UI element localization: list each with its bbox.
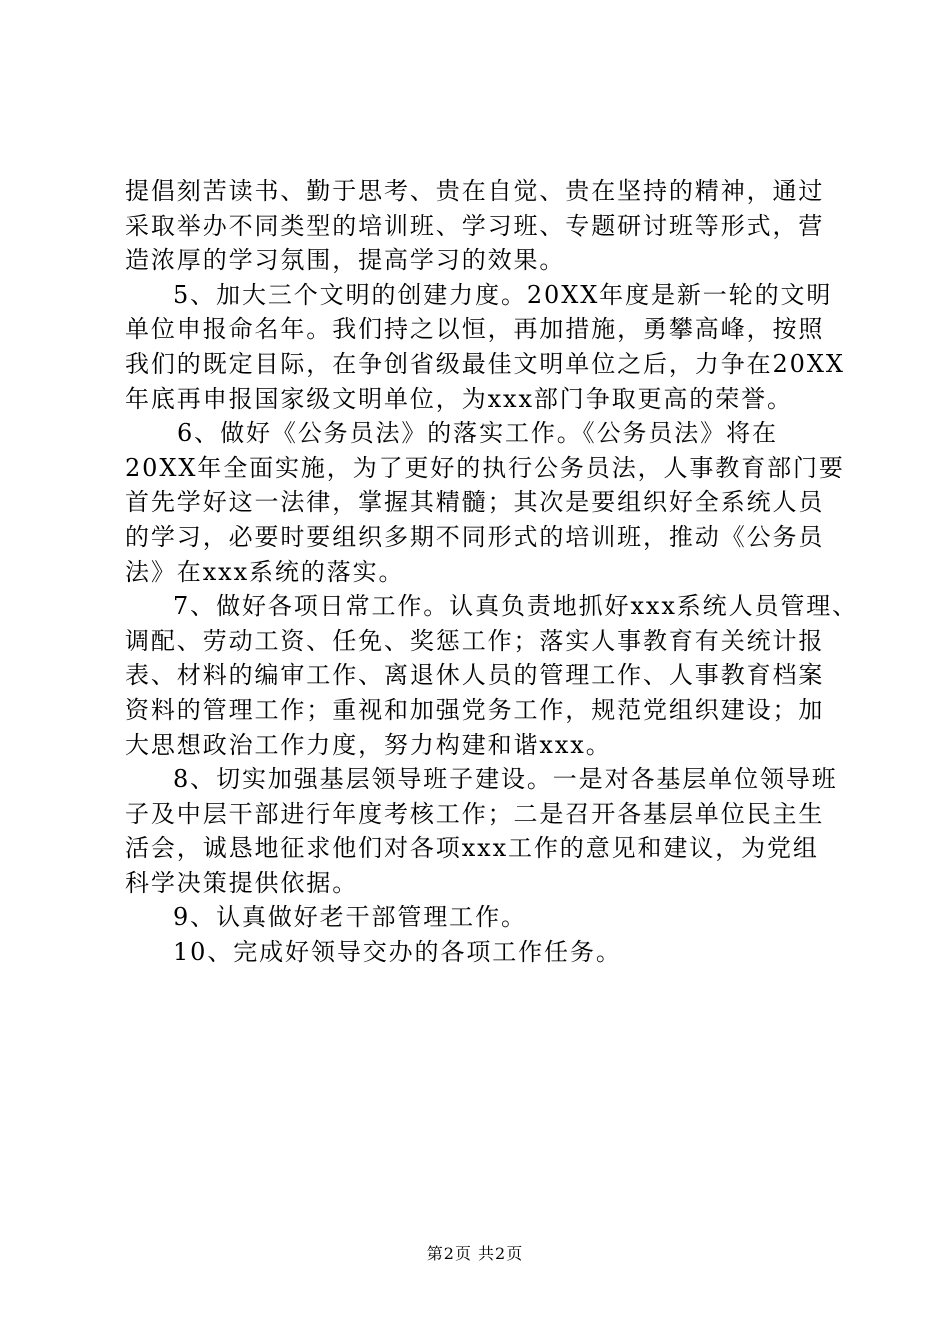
paragraph-8-start: 8、切实加强基层领导班子建设。一是对各基层单位领导班	[173, 765, 838, 794]
text-line: 的学习，必要时要组织多期不同形式的培训班，推动《公务员	[125, 522, 825, 551]
text-line: 资料的管理工作；重视和加强党务工作，规范党组织建设；加	[125, 695, 825, 724]
page-number-footer: 第2页 共2页	[426, 1244, 524, 1263]
document-body	[125, 174, 859, 970]
text-line: 调配、劳动工资、任免、奖惩工作；落实人事教育有关统计报	[125, 626, 825, 655]
text-line: 大思想政治工作力度，努力构建和谐xxx。	[125, 730, 612, 759]
text-line: 单位申报命名年。我们持之以恒，再加措施，勇攀高峰，按照	[125, 315, 825, 344]
text-line: 表、材料的编审工作、离退休人员的管理工作、人事教育档案	[125, 661, 825, 690]
paragraph-5-start: 5、加大三个文明的创建力度。20XX年度是新一轮的文明	[173, 280, 833, 309]
text-line: 科学决策提供依据。	[125, 868, 359, 897]
text-line: 造浓厚的学习氛围，提高学习的效果。	[125, 246, 566, 275]
paragraph-7-start: 7、做好各项日常工作。认真负责地抓好xxx系统人员管理、	[173, 592, 859, 621]
text-line: 子及中层干部进行年度考核工作；二是召开各基层单位民主生	[125, 799, 825, 828]
text-line: 提倡刻苦读书、勤于思考、贵在自觉、贵在坚持的精神，通过	[125, 177, 825, 205]
text-line: 年底再申报国家级文明单位，为xxx部门争取更高的荣誉。	[125, 384, 793, 413]
paragraph-9: 9、认真做好老干部管理工作。	[173, 903, 527, 932]
paragraph-6-start: 6、做好《公务员法》的落实工作。《公务员法》将在	[177, 419, 778, 448]
text-line: 20XX年全面实施，为了更好的执行公务员法，人事教育部门要	[125, 453, 845, 482]
text-line: 我们的既定目际，在争创省级最佳文明单位之后，力争在20XX	[125, 349, 845, 378]
text-line: 法》在xxx系统的落实。	[125, 557, 405, 586]
paragraph-10: 10、完成好领导交办的各项工作任务。	[173, 938, 622, 967]
text-line: 首先学好这一法律，掌握其精髓；其次是要组织好全系统人员	[125, 488, 825, 517]
text-line: 采取举办不同类型的培训班、学习班、专题研讨班等形式，营	[125, 211, 825, 240]
text-line: 活会，诚恳地征求他们对各项xxx工作的意见和建议，为党组	[125, 834, 819, 863]
